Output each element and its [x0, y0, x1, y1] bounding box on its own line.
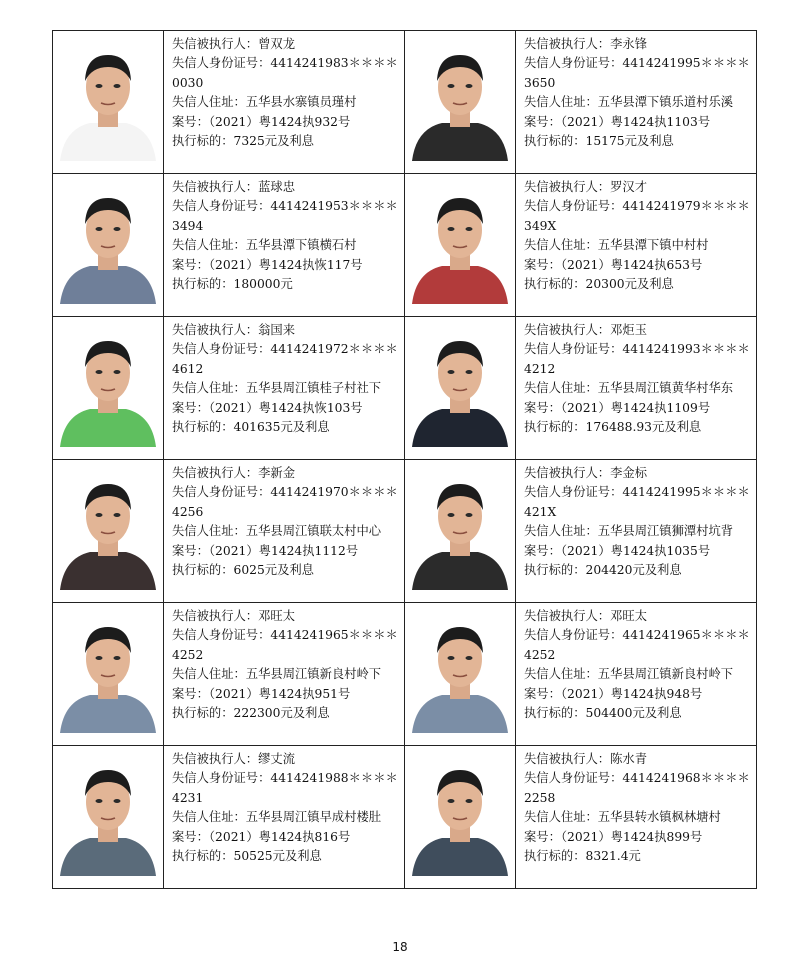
name-value: 蓝球忠: [258, 180, 295, 194]
case-value: （2021）粤1424执恢103号: [208, 400, 363, 415]
name-label: 失信被执行人：: [524, 37, 611, 51]
address-label: 失信人住址：: [172, 524, 246, 539]
case-line: [524, 113, 752, 132]
id-line: [172, 769, 400, 808]
address-line: [172, 808, 400, 827]
address-value: 五华县周江镇新良村岭下: [245, 667, 382, 682]
photo-cell: [405, 317, 516, 460]
address-label: 失信人住址：: [524, 667, 598, 682]
address-label: 失信人住址：: [172, 667, 246, 682]
id-label: 失信人身份证号：: [172, 342, 271, 357]
address-label: 失信人住址：: [172, 95, 246, 110]
case-label: 案号：: [172, 686, 209, 701]
name-value: 邓旺太: [258, 609, 295, 623]
address-label: 失信人住址：: [172, 381, 246, 396]
case-label: 案号：: [524, 543, 561, 558]
name-line: [172, 321, 400, 340]
id-value: 4414241953＊＊＊＊3494: [172, 199, 398, 233]
id-label: 失信人身份证号：: [172, 628, 271, 643]
info-cell: [164, 746, 405, 889]
case-label: 案号：: [524, 686, 561, 701]
photo-cell: [405, 460, 516, 603]
amount-label: 执行标的：: [172, 849, 234, 864]
record-row: [53, 460, 757, 603]
id-label: 失信人身份证号：: [172, 485, 271, 500]
id-line: [172, 54, 400, 93]
case-value: （2021）粤1424执653号: [560, 257, 703, 272]
amount-value: 7325元及利息: [233, 134, 314, 149]
address-value: 五华县周江镇早成村楼肚: [245, 810, 382, 825]
record-info: [164, 746, 404, 866]
id-line: [172, 340, 400, 379]
case-value: （2021）粤1424执1109号: [560, 400, 711, 415]
case-line: [524, 685, 752, 704]
id-label: 失信人身份证号：: [524, 56, 623, 71]
amount-value: 180000元: [233, 277, 293, 292]
amount-label: 执行标的：: [524, 277, 586, 292]
name-line: [524, 607, 752, 626]
id-label: 失信人身份证号：: [172, 199, 271, 214]
id-value: 4414241993＊＊＊＊4212: [524, 342, 750, 376]
record-row: [53, 746, 757, 889]
amount-value: 8321.4元: [585, 849, 641, 864]
case-value: （2021）粤1424执951号: [208, 686, 351, 701]
address-label: 失信人住址：: [172, 238, 246, 253]
portrait-photo: [410, 613, 510, 733]
address-label: 失信人住址：: [172, 810, 246, 825]
address-value: 五华县周江镇黄华村华东: [597, 381, 734, 396]
address-label: 失信人住址：: [524, 524, 598, 539]
record-row: [53, 31, 757, 174]
id-value: 4414241979＊＊＊＊349X: [524, 199, 750, 233]
id-value: 4414241965＊＊＊＊4252: [524, 628, 750, 662]
id-value: 4414241983＊＊＊＊0030: [172, 56, 398, 90]
id-line: [524, 197, 752, 236]
photo-cell: [53, 603, 164, 746]
amount-value: 401635元及利息: [233, 420, 330, 435]
info-cell: [516, 603, 757, 746]
case-value: （2021）粤1424执1112号: [208, 543, 359, 558]
name-value: 陈水青: [610, 752, 647, 766]
portrait-photo: [410, 327, 510, 447]
id-label: 失信人身份证号：: [524, 628, 623, 643]
id-line: [172, 197, 400, 236]
address-value: 五华县周江镇新良村岭下: [597, 667, 734, 682]
amount-label: 执行标的：: [524, 420, 586, 435]
record-info: [164, 603, 404, 723]
info-cell: [164, 603, 405, 746]
address-line: [524, 93, 752, 112]
id-value: 4414241995＊＊＊＊3650: [524, 56, 750, 90]
record-info: [164, 174, 404, 294]
case-line: [172, 256, 400, 275]
info-cell: [516, 460, 757, 603]
case-value: （2021）粤1424执899号: [560, 829, 703, 844]
name-label: 失信被执行人：: [524, 323, 611, 337]
amount-value: 6025元及利息: [233, 563, 314, 578]
case-line: [172, 542, 400, 561]
portrait-photo: [410, 184, 510, 304]
photo-cell: [53, 317, 164, 460]
id-value: 4414241972＊＊＊＊4612: [172, 342, 398, 376]
name-value: 李金标: [610, 466, 647, 480]
address-line: [524, 236, 752, 255]
case-value: （2021）粤1424执816号: [208, 829, 351, 844]
record-info: [164, 31, 404, 151]
name-line: [524, 464, 752, 483]
amount-label: 执行标的：: [524, 706, 586, 721]
address-value: 五华县转水镇枫林塘村: [597, 810, 721, 825]
portrait-photo: [58, 470, 158, 590]
name-label: 失信被执行人：: [172, 323, 259, 337]
photo-cell: [405, 746, 516, 889]
portrait-photo: [58, 41, 158, 161]
id-label: 失信人身份证号：: [524, 342, 623, 357]
name-line: [524, 178, 752, 197]
info-cell: [164, 174, 405, 317]
name-label: 失信被执行人：: [172, 180, 259, 194]
portrait-photo: [58, 756, 158, 876]
address-line: [172, 93, 400, 112]
id-line: [524, 483, 752, 522]
id-line: [524, 626, 752, 665]
portrait-photo: [410, 470, 510, 590]
defaulter-table: [52, 30, 757, 889]
name-label: 失信被执行人：: [524, 466, 611, 480]
amount-label: 执行标的：: [172, 420, 234, 435]
record-info: [164, 317, 404, 437]
case-line: [524, 399, 752, 418]
photo-cell: [405, 603, 516, 746]
info-cell: [516, 31, 757, 174]
amount-line: [172, 847, 400, 866]
id-label: 失信人身份证号：: [524, 771, 623, 786]
case-value: （2021）粤1424执恢117号: [208, 257, 363, 272]
id-value: 4414241988＊＊＊＊4231: [172, 771, 398, 805]
portrait-photo: [410, 41, 510, 161]
address-value: 五华县周江镇狮潭村坑背: [597, 524, 734, 539]
name-line: [172, 35, 400, 54]
photo-cell: [405, 31, 516, 174]
case-label: 案号：: [524, 400, 561, 415]
case-line: [524, 828, 752, 847]
amount-line: [172, 132, 400, 151]
address-line: [524, 665, 752, 684]
portrait-photo: [410, 756, 510, 876]
amount-value: 50525元及利息: [233, 849, 322, 864]
id-value: 4414241965＊＊＊＊4252: [172, 628, 398, 662]
id-line: [172, 626, 400, 665]
info-cell: [516, 174, 757, 317]
address-value: 五华县周江镇联太村中心: [245, 524, 382, 539]
case-value: （2021）粤1424执932号: [208, 114, 351, 129]
amount-value: 176488.93元及利息: [585, 420, 702, 435]
portrait-photo: [58, 184, 158, 304]
record-info: [516, 460, 756, 580]
amount-line: [172, 418, 400, 437]
amount-label: 执行标的：: [172, 706, 234, 721]
name-line: [524, 321, 752, 340]
address-line: [524, 379, 752, 398]
amount-label: 执行标的：: [524, 134, 586, 149]
id-value: 4414241970＊＊＊＊4256: [172, 485, 398, 519]
address-value: 五华县潭下镇横石村: [245, 238, 357, 253]
id-value: 4414241968＊＊＊＊2258: [524, 771, 750, 805]
name-value: 邓炬玉: [610, 323, 647, 337]
amount-line: [524, 418, 752, 437]
id-line: [524, 340, 752, 379]
name-line: [524, 750, 752, 769]
name-line: [172, 178, 400, 197]
record-info: [516, 603, 756, 723]
address-line: [172, 522, 400, 541]
amount-value: 504400元及利息: [585, 706, 682, 721]
amount-label: 执行标的：: [524, 563, 586, 578]
case-label: 案号：: [524, 829, 561, 844]
name-value: 罗汉才: [610, 180, 647, 194]
case-line: [172, 685, 400, 704]
case-line: [172, 828, 400, 847]
id-line: [524, 54, 752, 93]
name-line: [172, 607, 400, 626]
case-value: （2021）粤1424执1103号: [560, 114, 711, 129]
address-line: [172, 665, 400, 684]
id-label: 失信人身份证号：: [172, 771, 271, 786]
address-label: 失信人住址：: [524, 95, 598, 110]
address-value: 五华县水寨镇员瑾村: [245, 95, 357, 110]
case-label: 案号：: [172, 543, 209, 558]
name-label: 失信被执行人：: [172, 37, 259, 51]
info-cell: [516, 746, 757, 889]
case-line: [172, 399, 400, 418]
id-line: [172, 483, 400, 522]
record-row: [53, 603, 757, 746]
amount-line: [524, 132, 752, 151]
amount-label: 执行标的：: [172, 134, 234, 149]
amount-label: 执行标的：: [172, 563, 234, 578]
case-label: 案号：: [172, 829, 209, 844]
name-line: [172, 750, 400, 769]
record-info: [516, 317, 756, 437]
case-label: 案号：: [524, 257, 561, 272]
name-value: 李新金: [258, 466, 295, 480]
portrait-photo: [58, 613, 158, 733]
record-info: [164, 460, 404, 580]
address-label: 失信人住址：: [524, 381, 598, 396]
amount-value: 20300元及利息: [585, 277, 674, 292]
amount-line: [172, 704, 400, 723]
address-label: 失信人住址：: [524, 810, 598, 825]
amount-value: 204420元及利息: [585, 563, 682, 578]
amount-line: [172, 561, 400, 580]
name-value: 缪丈流: [258, 752, 295, 766]
info-cell: [164, 317, 405, 460]
info-cell: [516, 317, 757, 460]
amount-line: [172, 275, 400, 294]
portrait-photo: [58, 327, 158, 447]
amount-label: 执行标的：: [524, 849, 586, 864]
amount-value: 15175元及利息: [585, 134, 674, 149]
name-label: 失信被执行人：: [524, 180, 611, 194]
amount-line: [524, 847, 752, 866]
address-value: 五华县周江镇桂子村社下: [245, 381, 382, 396]
id-label: 失信人身份证号：: [172, 56, 271, 71]
amount-line: [524, 561, 752, 580]
address-line: [172, 236, 400, 255]
id-label: 失信人身份证号：: [524, 485, 623, 500]
name-value: 曾双龙: [258, 37, 295, 51]
case-label: 案号：: [172, 114, 209, 129]
name-value: 翁国来: [258, 323, 295, 337]
name-line: [524, 35, 752, 54]
record-row: [53, 174, 757, 317]
record-row: [53, 317, 757, 460]
record-info: [516, 174, 756, 294]
photo-cell: [53, 746, 164, 889]
info-cell: [164, 460, 405, 603]
photo-cell: [53, 31, 164, 174]
id-line: [524, 769, 752, 808]
address-line: [172, 379, 400, 398]
record-info: [516, 31, 756, 151]
record-info: [516, 746, 756, 866]
id-value: 4414241995＊＊＊＊421X: [524, 485, 750, 519]
photo-cell: [53, 174, 164, 317]
name-value: 邓旺太: [610, 609, 647, 623]
name-label: 失信被执行人：: [524, 752, 611, 766]
amount-line: [524, 704, 752, 723]
id-label: 失信人身份证号：: [524, 199, 623, 214]
case-line: [524, 256, 752, 275]
case-value: （2021）粤1424执1035号: [560, 543, 711, 558]
case-label: 案号：: [172, 257, 209, 272]
address-line: [524, 522, 752, 541]
case-line: [524, 542, 752, 561]
case-value: （2021）粤1424执948号: [560, 686, 703, 701]
address-value: 五华县潭下镇中村村: [597, 238, 709, 253]
name-line: [172, 464, 400, 483]
address-line: [524, 808, 752, 827]
page-number: 18: [392, 940, 408, 954]
address-value: 五华县潭下镇乐道村乐溪: [597, 95, 734, 110]
case-label: 案号：: [172, 400, 209, 415]
amount-line: [524, 275, 752, 294]
name-label: 失信被执行人：: [524, 609, 611, 623]
photo-cell: [53, 460, 164, 603]
name-label: 失信被执行人：: [172, 752, 259, 766]
address-label: 失信人住址：: [524, 238, 598, 253]
amount-value: 222300元及利息: [233, 706, 330, 721]
case-label: 案号：: [524, 114, 561, 129]
case-line: [172, 113, 400, 132]
photo-cell: [405, 174, 516, 317]
amount-label: 执行标的：: [172, 277, 234, 292]
info-cell: [164, 31, 405, 174]
name-label: 失信被执行人：: [172, 466, 259, 480]
name-value: 李永锋: [610, 37, 647, 51]
name-label: 失信被执行人：: [172, 609, 259, 623]
